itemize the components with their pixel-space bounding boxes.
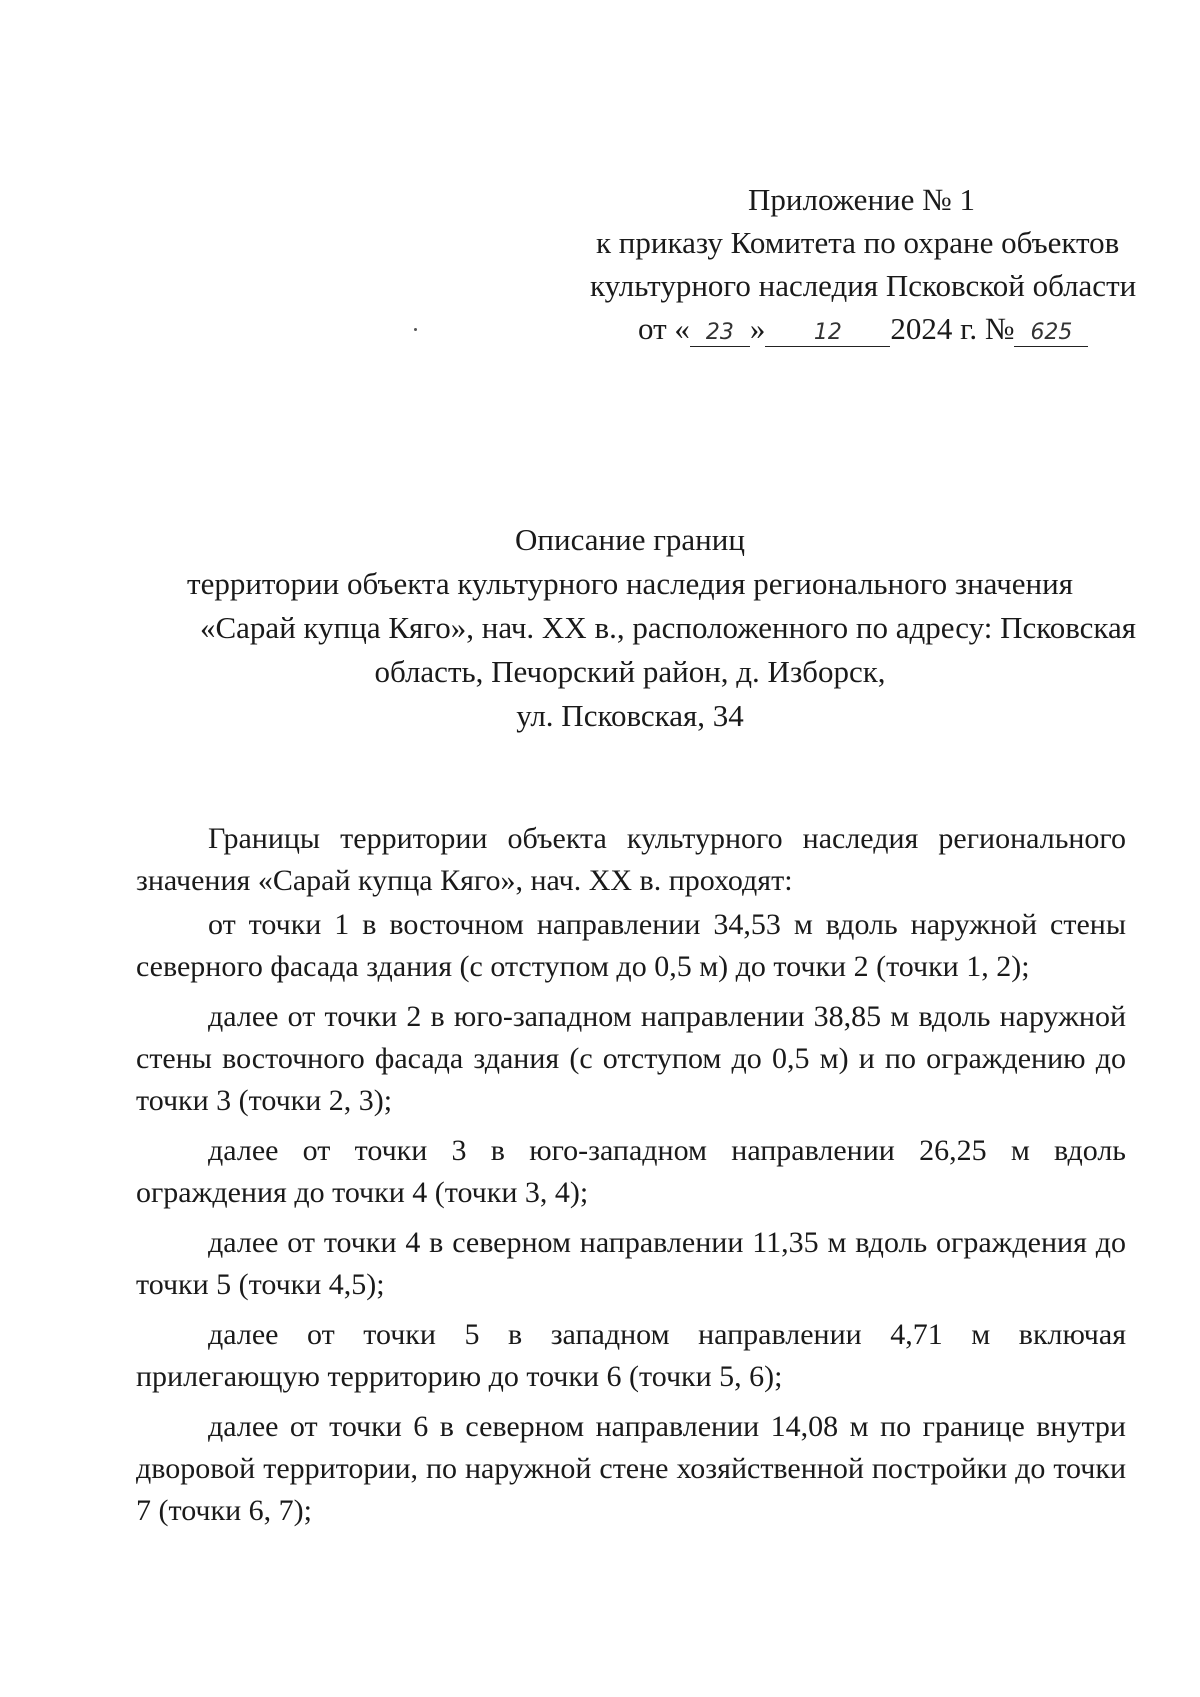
date-prefix: от « [638, 311, 690, 346]
body-paragraph: далее от точки 6 в северном направлении 14,08 м по границе внутри дворовой территории, по наружной стене хозяйственной постройки до точки 7 (точки 6, 7); [136, 1410, 1126, 1527]
date-year: 2024 г. № [890, 311, 1015, 346]
title-line-1: Описание границ [515, 522, 745, 557]
date-day-handwritten: 23 [690, 320, 750, 347]
title-line-2: территории объекта культурного наследия регионального значения [187, 566, 1073, 601]
body-paragraph: далее от точки 4 в северном направлении 11,35 м вдоль ограждения до точки 5 (точки 4,5); [136, 1226, 1126, 1301]
date-month-handwritten: 12 [765, 320, 890, 347]
appendix-date-line [560, 307, 1120, 350]
title-line-5: ул. Псковская, 34 [516, 698, 744, 733]
appendix-order-line: к приказу Комитета по охране объектов [596, 225, 1120, 260]
body-paragraph: далее от точки 2 в юго-западном направлении 38,85 м вдоль наружной стены восточного фасада здания (с отступом до 0,5 м) и по ограждению до точки 3 (точки 2, 3); [136, 1000, 1126, 1117]
document-title [130, 518, 1137, 738]
appendix-committee-line: культурного наследия Псковской области [590, 268, 1137, 303]
date-mid: » [749, 311, 766, 346]
appendix-header [560, 178, 1137, 350]
body-paragraph: далее от точки 5 в западном направлении 4,71 м включая прилегающую территорию до точки 6 (точки 5, 6); [136, 1318, 1126, 1393]
title-line-3: «Сарай купца Кяго», нач. XX в., расположенного по адресу: Псковская [200, 610, 1137, 645]
body-paragraph-intro: Границы территории объекта культурного наследия регионального значения «Сарай купца Кяго», нач. XX в. проходят: [136, 822, 1126, 897]
order-number-handwritten: 625 [1014, 320, 1088, 347]
body-paragraph: от точки 1 в восточном направлении 34,53 м вдоль наружной стены северного фасада здания (с отступом до 0,5 м) до точки 2 (точки 1, 2); [136, 908, 1126, 983]
scan-speck [414, 328, 417, 331]
title-line-4: область, Печорский район, д. Изборск, [374, 654, 886, 689]
document-body [136, 818, 1126, 1540]
body-paragraph: далее от точки 3 в юго-западном направлении 26,25 м вдоль ограждения до точки 4 (точки 3, 4); [136, 1134, 1126, 1209]
appendix-title: Приложение № 1 [748, 182, 975, 217]
